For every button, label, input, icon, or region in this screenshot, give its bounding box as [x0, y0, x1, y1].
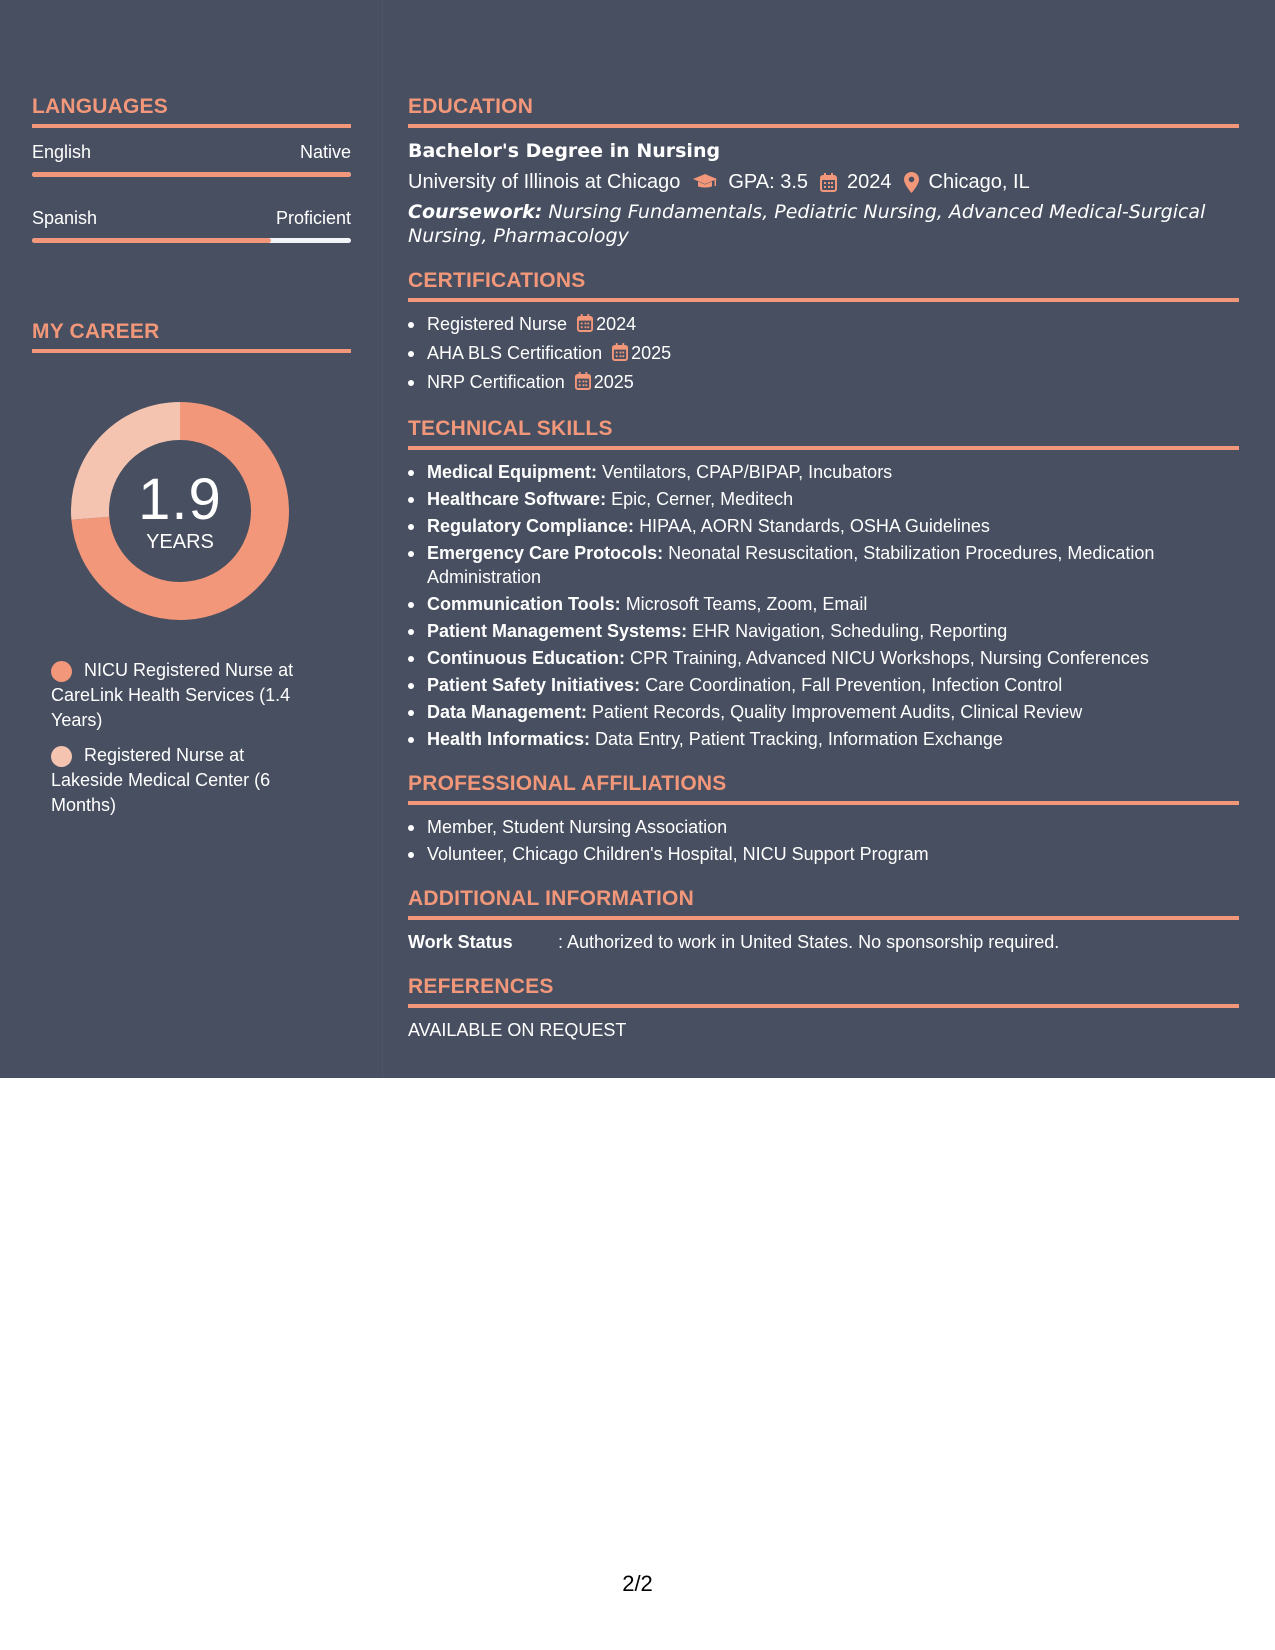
language-level: Native: [299, 142, 351, 162]
additional-section: [408, 886, 1239, 954]
skills-section: [408, 416, 1239, 751]
graduation-cap-icon: [692, 173, 718, 191]
skill-value: Microsoft Teams, Zoom, Email: [625, 594, 868, 614]
certification-item: [408, 312, 1239, 338]
language-proficiency-bar: [32, 238, 351, 243]
graduation-year: 2024: [847, 171, 892, 193]
page-number: 2/2: [622, 1571, 653, 1596]
certification-name: NRP Certification: [427, 372, 565, 392]
right-column: [408, 94, 1239, 1042]
work-status-label: Work Status: [408, 932, 513, 952]
language-level: Proficient: [275, 208, 351, 228]
certification-item: [408, 341, 1239, 367]
skill-item: [408, 592, 1239, 616]
calendar-icon: [612, 343, 628, 367]
skill-label: Data Management:: [427, 702, 588, 722]
calendar-icon: [575, 372, 591, 396]
languages-list: [32, 141, 351, 243]
skill-label: Patient Safety Initiatives:: [427, 675, 641, 695]
column-divider: [382, 0, 383, 1078]
career-legend: [51, 658, 311, 818]
degree-title: Bachelor's Degree in Nursing: [408, 140, 721, 162]
language-proficiency-fill: [32, 238, 271, 243]
skill-value: Patient Records, Quality Improvement Audits, Clinical Review: [592, 702, 1083, 722]
school-location: Chicago, IL: [928, 171, 1030, 193]
skill-item: [408, 700, 1239, 724]
affiliations-heading: PROFESSIONAL AFFILIATIONS: [408, 771, 1239, 805]
skill-value: Ventilators, CPAP/BIPAP, Incubators: [602, 462, 893, 482]
career-total-unit: YEARS: [146, 531, 214, 553]
language-proficiency-fill: [32, 172, 351, 177]
skill-value: Epic, Cerner, Meditech: [611, 489, 794, 509]
affiliations-list: [408, 815, 1239, 866]
language-name: English: [32, 142, 92, 162]
skill-value: Neonatal Resuscitation, Stabilization Procedures, Medication Administration: [427, 543, 1155, 587]
language-item: [32, 207, 351, 243]
skill-value: CPR Training, Advanced NICU Workshops, Nursing Conferences: [630, 648, 1149, 668]
skills-list: [408, 460, 1239, 751]
career-legend-label: Registered Nurse at Lakeside Medical Center (6 Months): [51, 745, 271, 815]
skill-label: Continuous Education:: [427, 648, 625, 668]
career-legend-label: NICU Registered Nurse at CareLink Health Services (1.4 Years): [51, 660, 294, 730]
calendar-icon: [577, 314, 593, 338]
calendar-icon: [820, 173, 837, 192]
language-item: [32, 141, 351, 177]
certification-name: Registered Nurse: [427, 314, 568, 334]
education-heading: EDUCATION: [408, 94, 1239, 128]
skills-heading: TECHNICAL SKILLS: [408, 416, 1239, 450]
skill-label: Medical Equipment:: [427, 462, 598, 482]
skill-item: [408, 460, 1239, 484]
left-column: [32, 94, 351, 818]
skill-item: [408, 646, 1239, 670]
skill-value: EHR Navigation, Scheduling, Reporting: [692, 621, 1008, 641]
location-pin-icon: [904, 172, 919, 193]
affiliation-item: Member, Student Nursing Association: [408, 815, 1239, 839]
skill-label: Healthcare Software:: [427, 489, 607, 509]
certification-year: 2025: [593, 372, 634, 392]
skill-label: Patient Management Systems:: [427, 621, 688, 641]
career-legend-item: [51, 743, 311, 818]
skill-value: Care Coordination, Fall Prevention, Infection Control: [645, 675, 1063, 695]
legend-dot-icon: [51, 746, 72, 767]
skill-label: Emergency Care Protocols:: [427, 543, 664, 563]
coursework-list: Nursing Fundamentals, Pediatric Nursing, Advanced Medical-Surgical Nursing, Pharmacology: [408, 201, 1206, 247]
legend-dot-icon: [51, 661, 72, 682]
skill-label: Health Informatics:: [427, 729, 591, 749]
career-legend-item: [51, 658, 311, 733]
skill-item: [408, 514, 1239, 538]
references-section: [408, 974, 1239, 1042]
skill-label: Communication Tools:: [427, 594, 621, 614]
language-name: Spanish: [32, 208, 98, 228]
work-status-row: [408, 930, 1239, 954]
career-donut-chart: [67, 398, 293, 624]
work-status-value: : Authorized to work in United States. No sponsorship required.: [558, 932, 1060, 952]
skill-item: [408, 487, 1239, 511]
skill-label: Regulatory Compliance:: [427, 516, 635, 536]
certification-year: 2024: [596, 314, 637, 334]
career-heading: MY CAREER: [32, 319, 351, 353]
skill-item: [408, 673, 1239, 697]
affiliations-section: [408, 771, 1239, 866]
certifications-heading: CERTIFICATIONS: [408, 268, 1239, 302]
coursework-label: Coursework:: [408, 201, 543, 223]
skill-item: [408, 541, 1239, 589]
additional-heading: ADDITIONAL INFORMATION: [408, 886, 1239, 920]
affiliation-item: Volunteer, Chicago Children's Hospital, NICU Support Program: [408, 842, 1239, 866]
certification-name: AHA BLS Certification: [427, 343, 603, 363]
career-total-years: 1.9: [138, 467, 222, 532]
gpa: GPA: 3.5: [728, 171, 809, 193]
certification-item: [408, 370, 1239, 396]
certifications-list: [408, 312, 1239, 396]
certifications-section: [408, 268, 1239, 396]
school-name: University of Illinois at Chicago: [408, 171, 681, 193]
skill-value: HIPAA, AORN Standards, OSHA Guidelines: [639, 516, 990, 536]
education-section: [408, 94, 1239, 248]
references-text: AVAILABLE ON REQUEST: [408, 1020, 627, 1040]
references-heading: REFERENCES: [408, 974, 1239, 1008]
skill-value: Data Entry, Patient Tracking, Information Exchange: [595, 729, 1003, 749]
skill-item: [408, 619, 1239, 643]
coursework: [408, 200, 1239, 248]
education-details: [408, 170, 1239, 194]
skill-item: [408, 727, 1239, 751]
certification-year: 2025: [631, 343, 672, 363]
language-proficiency-bar: [32, 172, 351, 177]
languages-heading: LANGUAGES: [32, 94, 351, 128]
